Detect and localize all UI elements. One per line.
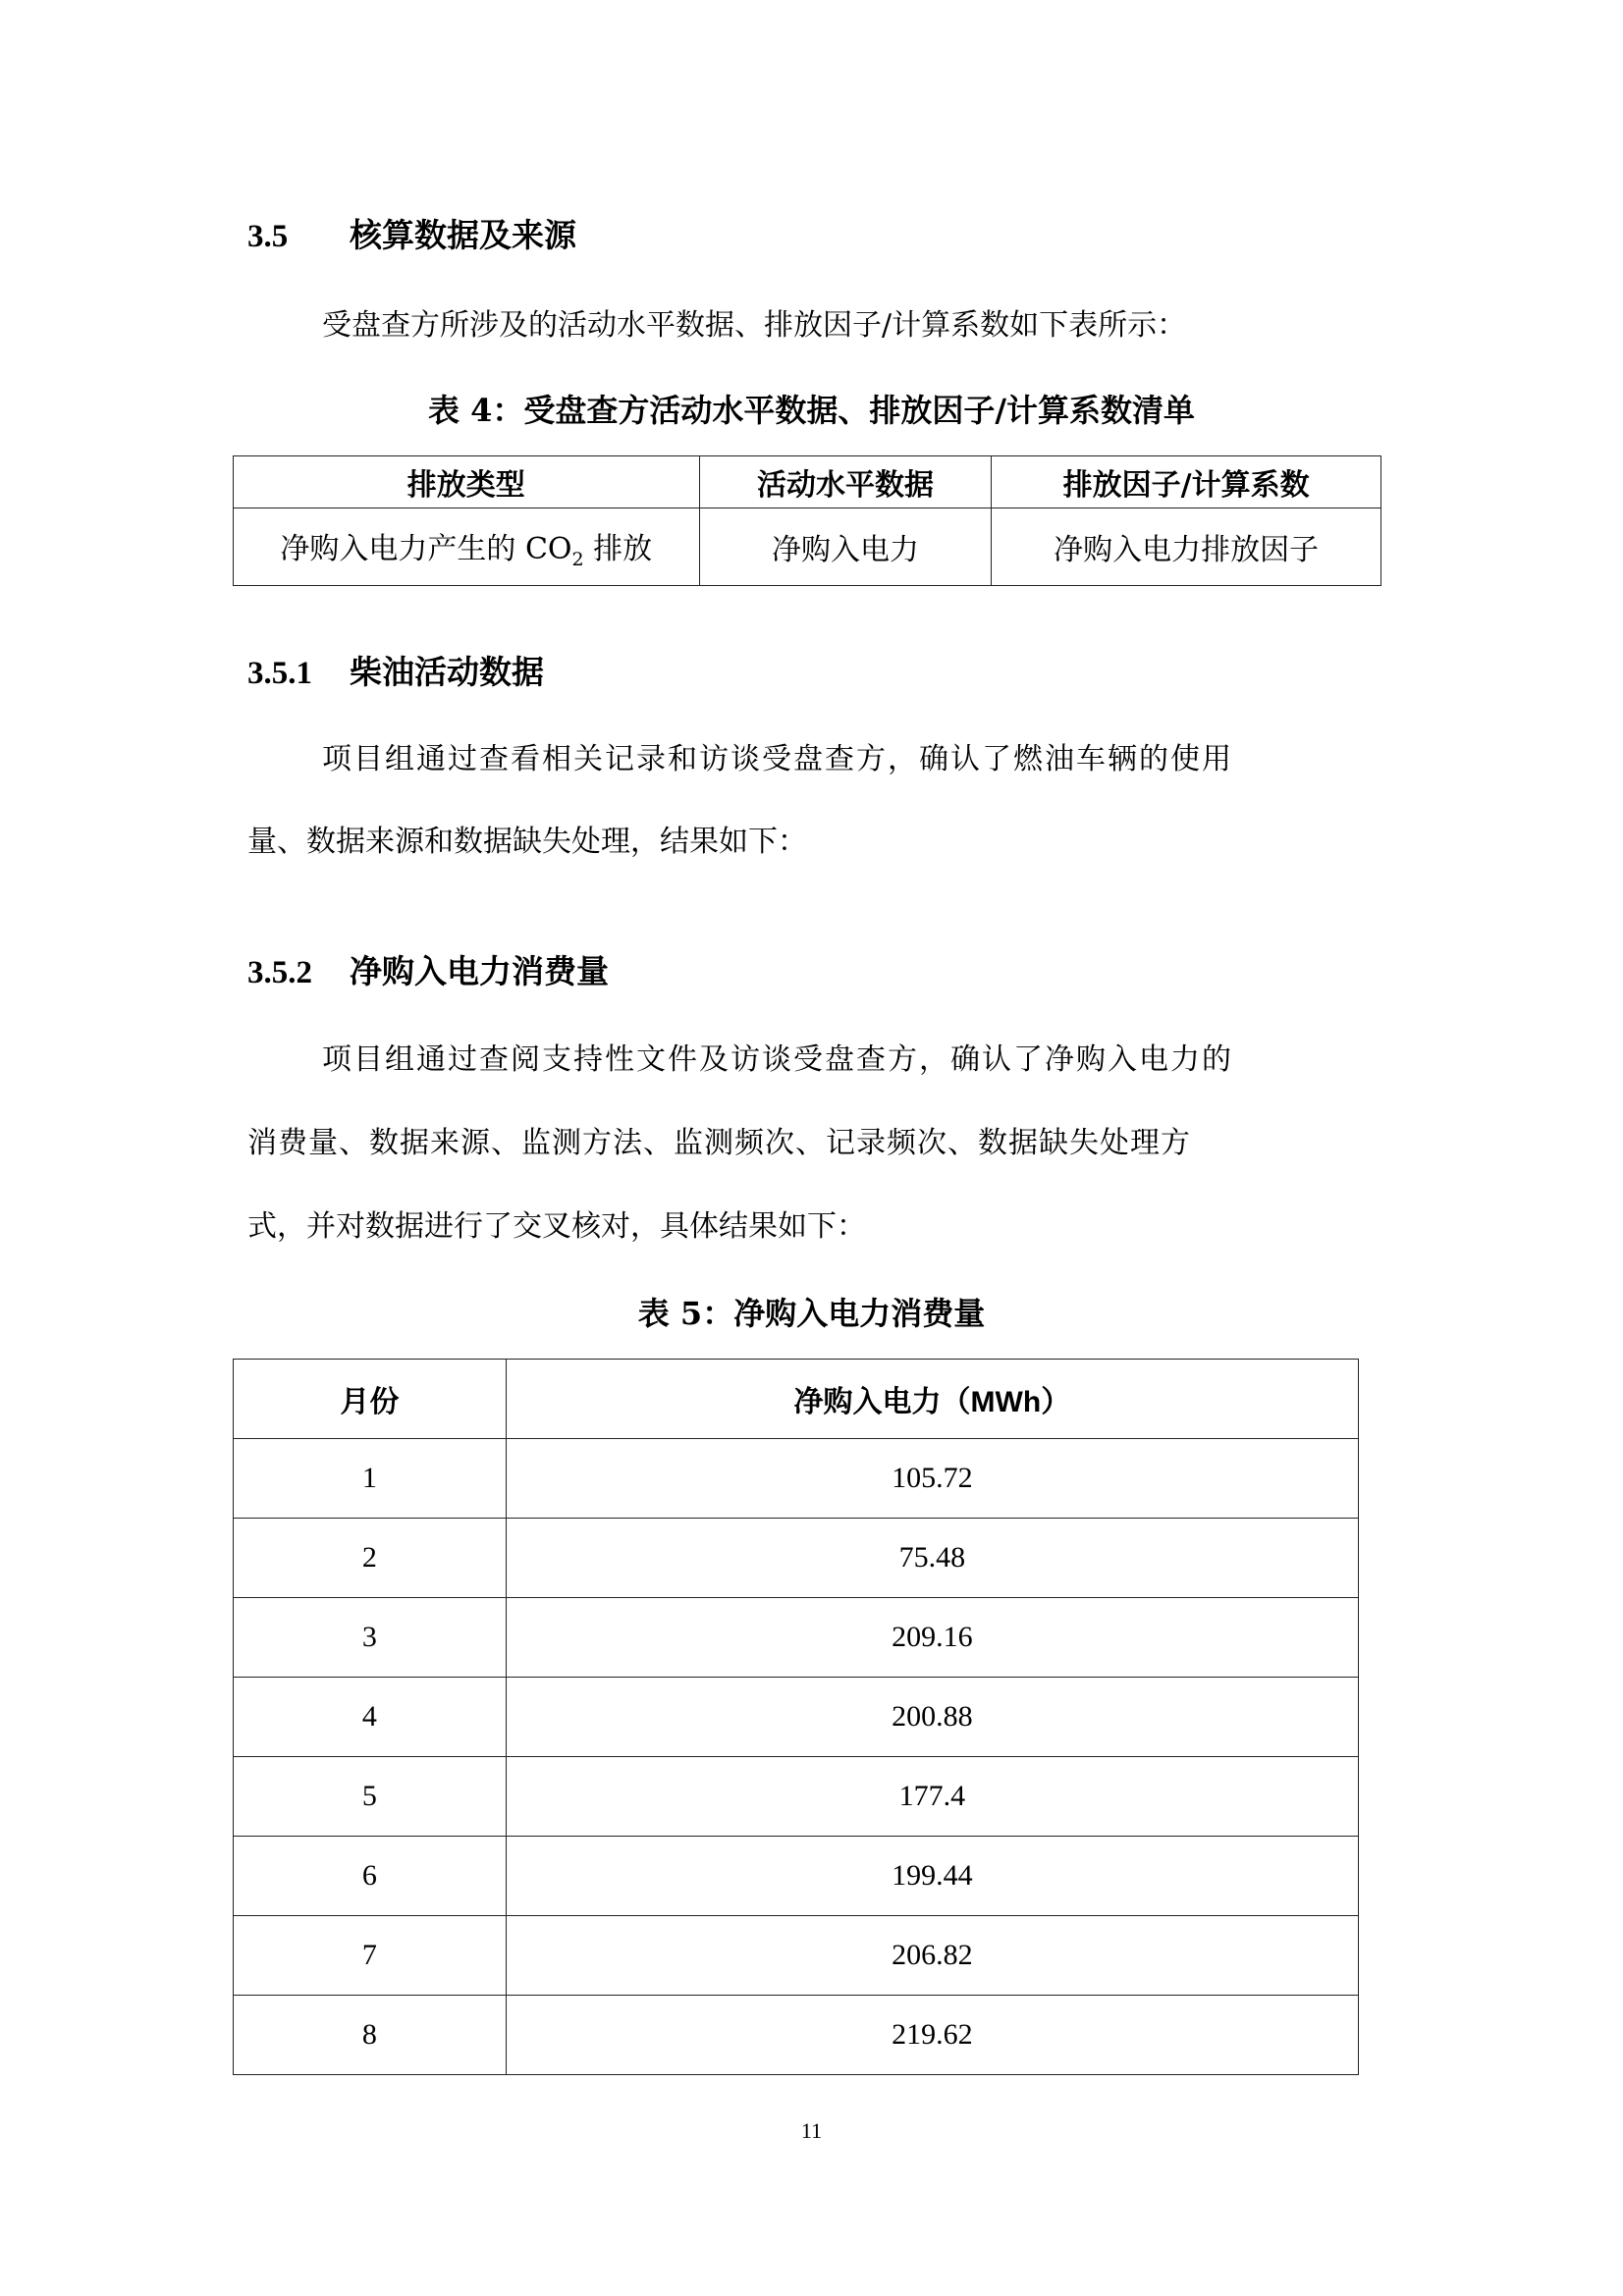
table-row xyxy=(234,508,1381,586)
table-row xyxy=(234,1519,1359,1598)
table-4-caption: 表 4：受盘查方活动水平数据、排放因子/计算系数清单 xyxy=(427,392,1196,429)
table-row xyxy=(234,1996,1359,2075)
cell-value: 105.72 xyxy=(506,1439,1358,1519)
table-5 xyxy=(233,1359,1359,2075)
paragraph-line: 式，并对数据进行了交叉核对，具体结果如下： xyxy=(247,1209,866,1244)
table-5-caption: 表 5：净购入电力消费量 xyxy=(637,1295,986,1332)
table-4 xyxy=(233,455,1381,586)
table-row xyxy=(234,1916,1359,1996)
paragraph-line: 项目组通过查阅支持性文件及访谈受盘查方，确认了净购入电力的 xyxy=(322,1042,1233,1077)
paragraph-line: 量、数据来源和数据缺失处理，结果如下： xyxy=(247,825,807,859)
intro-paragraph: 受盘查方所涉及的活动水平数据、排放因子/计算系数如下表所示： xyxy=(322,308,1187,343)
cell-month: 5 xyxy=(234,1757,507,1837)
table-row xyxy=(234,1598,1359,1678)
header-emission-type: 排放类型 xyxy=(234,456,700,508)
cell-value: 199.44 xyxy=(506,1837,1358,1916)
header-emission-factor: 排放因子/计算系数 xyxy=(992,456,1381,508)
cell-value: 177.4 xyxy=(506,1757,1358,1837)
section-number: 3.5.1 xyxy=(247,656,312,691)
table-row xyxy=(234,1678,1359,1757)
table-row xyxy=(234,1837,1359,1916)
cell-value: 219.62 xyxy=(506,1996,1358,2075)
header-net-power: 净购入电力（MWh） xyxy=(506,1360,1358,1439)
cell-month: 2 xyxy=(234,1519,507,1598)
cell-month: 3 xyxy=(234,1598,507,1678)
cell-value: 206.82 xyxy=(506,1916,1358,1996)
cell-emission-factor: 净购入电力排放因子 xyxy=(992,508,1381,586)
cell-month: 7 xyxy=(234,1916,507,1996)
section-heading-3-5 xyxy=(247,216,576,256)
table-row xyxy=(234,1757,1359,1837)
page-number: 11 xyxy=(800,2118,823,2143)
cell-value: 200.88 xyxy=(506,1678,1358,1757)
cell-value: 75.48 xyxy=(506,1519,1358,1598)
section-heading-3-5-2 xyxy=(247,952,609,992)
cell-emission-type: 净购入电力产生的 $CO_2$ 排放 xyxy=(234,508,700,586)
section-title: 柴油活动数据 xyxy=(350,653,544,691)
cell-value: 209.16 xyxy=(506,1598,1358,1678)
header-month: 月份 xyxy=(234,1360,507,1439)
section-title: 核算数据及来源 xyxy=(350,216,576,254)
section-title: 净购入电力消费量 xyxy=(350,952,609,990)
cell-month: 8 xyxy=(234,1996,507,2075)
table-row xyxy=(234,1439,1359,1519)
cell-activity-data: 净购入电力 xyxy=(699,508,992,586)
paragraph-line: 项目组通过查看相关记录和访谈受盘查方，确认了燃油车辆的使用 xyxy=(322,742,1233,776)
table-header-row xyxy=(234,1360,1359,1439)
section-heading-3-5-1 xyxy=(247,653,544,693)
header-activity-data: 活动水平数据 xyxy=(699,456,992,508)
section-number: 3.5 xyxy=(247,219,289,254)
cell-month: 6 xyxy=(234,1837,507,1916)
cell-month: 4 xyxy=(234,1678,507,1757)
paragraph-line: 消费量、数据来源、监测方法、监测频次、记录频次、数据缺失处理方 xyxy=(247,1126,1191,1160)
section-number: 3.5.2 xyxy=(247,955,312,990)
cell-month: 1 xyxy=(234,1439,507,1519)
table-header-row xyxy=(234,456,1381,508)
